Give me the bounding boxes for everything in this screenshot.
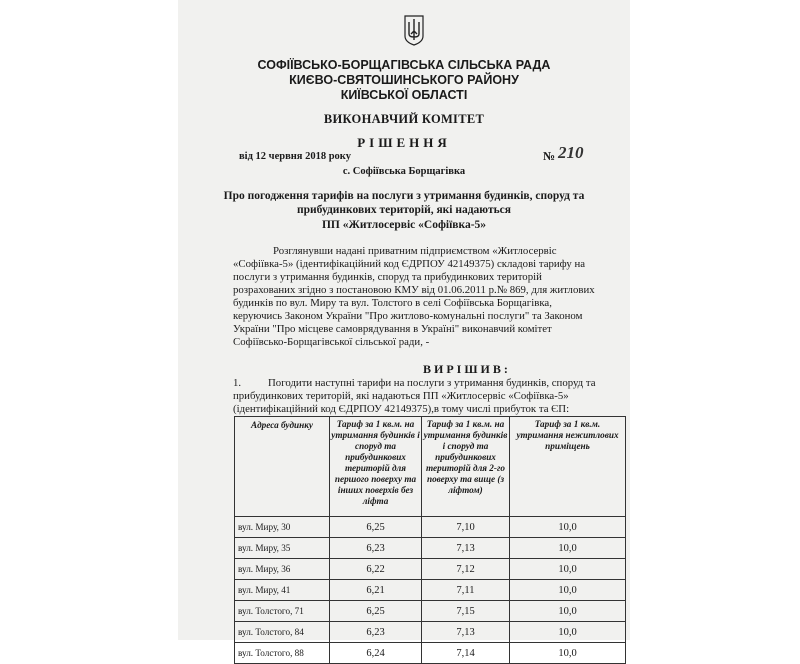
tariff-cell: 10,0 (510, 622, 626, 643)
preamble-line: Розглянувши надані приватним підприємством «Житлосервіс (273, 245, 557, 257)
subject-line-2: прибудинкових територій, які надаються (297, 204, 511, 216)
column-header-tariff-with-lift: Тариф за 1 кв.м. на утримання будинків і споруд та прибудинкових територій для 2-го поверху та вище (з ліфтом) (422, 417, 510, 517)
decision-place: с. Софіївська Борщагівка (342, 166, 466, 177)
tariff-cell: 6,22 (330, 559, 422, 580)
decision-date: від 12 червня 2018 року (239, 151, 351, 162)
underline-mark (274, 296, 524, 297)
preamble-line: будинків по вул. Миру та вул. Толстого в селі Софіївська Борщагівка, (233, 297, 552, 309)
preamble-line: керуючись Законом України "Про житлово-комунальні послуги" та Законом (233, 310, 583, 322)
preamble-line: Софіївсько-Борщагівської сільської ради, - (233, 336, 430, 348)
tariff-cell: 6,24 (330, 643, 422, 664)
document-page (178, 0, 630, 659)
address-cell: вул. Миру, 36 (235, 559, 330, 580)
address-cell: вул. Миру, 41 (235, 580, 330, 601)
tariff-cell: 7,13 (422, 538, 510, 559)
subject-line-3: ПП «Житлосервіс «Софіївка-5» (321, 219, 487, 231)
tariff-cell: 7,12 (422, 559, 510, 580)
item-text-line: прибудинкових територій, які надаються ПП «Житлосервіс «Софіївка-5» (233, 390, 569, 402)
council-name-line-1: СОФІЇВСЬКО-БОРЩАГІВСЬКА СІЛЬСЬКА РАДА (257, 58, 551, 72)
item-text-line: Погодити наступні тарифи на послуги з утримання будинків, споруд та (268, 377, 596, 389)
tariff-table (234, 416, 626, 664)
table-row (235, 517, 626, 538)
tariff-cell: 6,25 (330, 601, 422, 622)
tariff-cell: 7,13 (422, 622, 510, 643)
table-row (235, 559, 626, 580)
tariff-cell: 7,10 (422, 517, 510, 538)
table-row (235, 538, 626, 559)
decision-number-label: № (543, 149, 556, 163)
preamble-line: України "Про місцеве самоврядування в Україні" виконавчий комітет (233, 323, 552, 335)
tariff-cell: 6,23 (330, 538, 422, 559)
column-header-tariff-first-floor: Тариф за 1 кв.м. на утримання будинків і споруд та прибудинкових територій для першого поверху та інших поверхів без ліфта (330, 417, 422, 517)
item-text-line: (ідентифікаційний код ЄДРПОУ 42149375),в тому числі прибуток та ЄП: (233, 403, 570, 415)
committee-title: ВИКОНАВЧИЙ КОМІТЕТ (323, 112, 485, 126)
council-name-line-3: КИЇВСЬКОЇ ОБЛАСТІ (340, 88, 468, 102)
address-cell: вул. Толстого, 88 (235, 643, 330, 664)
preamble-line: «Софіївка-5» (ідентифікаційний код ЄДРПОУ 42149375) складові тарифу на (233, 258, 586, 270)
column-header-tariff-non-residential: Тариф за 1 кв.м. утримання нежитлових приміщень (510, 417, 626, 517)
decision-number-handwritten: 210 (558, 143, 584, 162)
trident-emblem-icon (402, 14, 426, 46)
address-cell: вул. Миру, 30 (235, 517, 330, 538)
tariff-cell: 10,0 (510, 538, 626, 559)
table-row (235, 622, 626, 643)
resolved-heading: ВИРІШИВ: (423, 362, 511, 376)
tariff-cell: 10,0 (510, 643, 626, 664)
table-row (235, 601, 626, 622)
tariff-cell: 7,15 (422, 601, 510, 622)
table-row (235, 580, 626, 601)
item-number: 1. (233, 377, 242, 389)
tariff-cell: 10,0 (510, 580, 626, 601)
preamble-line: послуги з утримання будинків, споруд та прибудинкових територій (233, 271, 542, 283)
address-cell: вул. Миру, 35 (235, 538, 330, 559)
tariff-cell: 7,11 (422, 580, 510, 601)
tariff-cell: 7,14 (422, 643, 510, 664)
tariff-cell: 10,0 (510, 601, 626, 622)
address-cell: вул. Толстого, 71 (235, 601, 330, 622)
tariff-cell: 6,21 (330, 580, 422, 601)
preamble-line: розрахованих згідно з постановою КМУ від 01.06.2011 р.№ 869, для житлових (233, 284, 595, 296)
tariff-cell: 10,0 (510, 517, 626, 538)
address-cell: вул. Толстого, 84 (235, 622, 330, 643)
council-name-line-2: КИЄВО-СВЯТОШИНСЬКОГО РАЙОНУ (289, 73, 519, 87)
subject-line-1: Про погодження тарифів на послуги з утримання будинків, споруд та (223, 190, 585, 202)
tariff-cell: 6,25 (330, 517, 422, 538)
tariff-cell: 6,23 (330, 622, 422, 643)
column-header-address: Адреса будинку (235, 417, 330, 517)
decision-title: РІШЕННЯ (357, 135, 451, 150)
table-row (235, 643, 626, 664)
tariff-cell: 10,0 (510, 559, 626, 580)
